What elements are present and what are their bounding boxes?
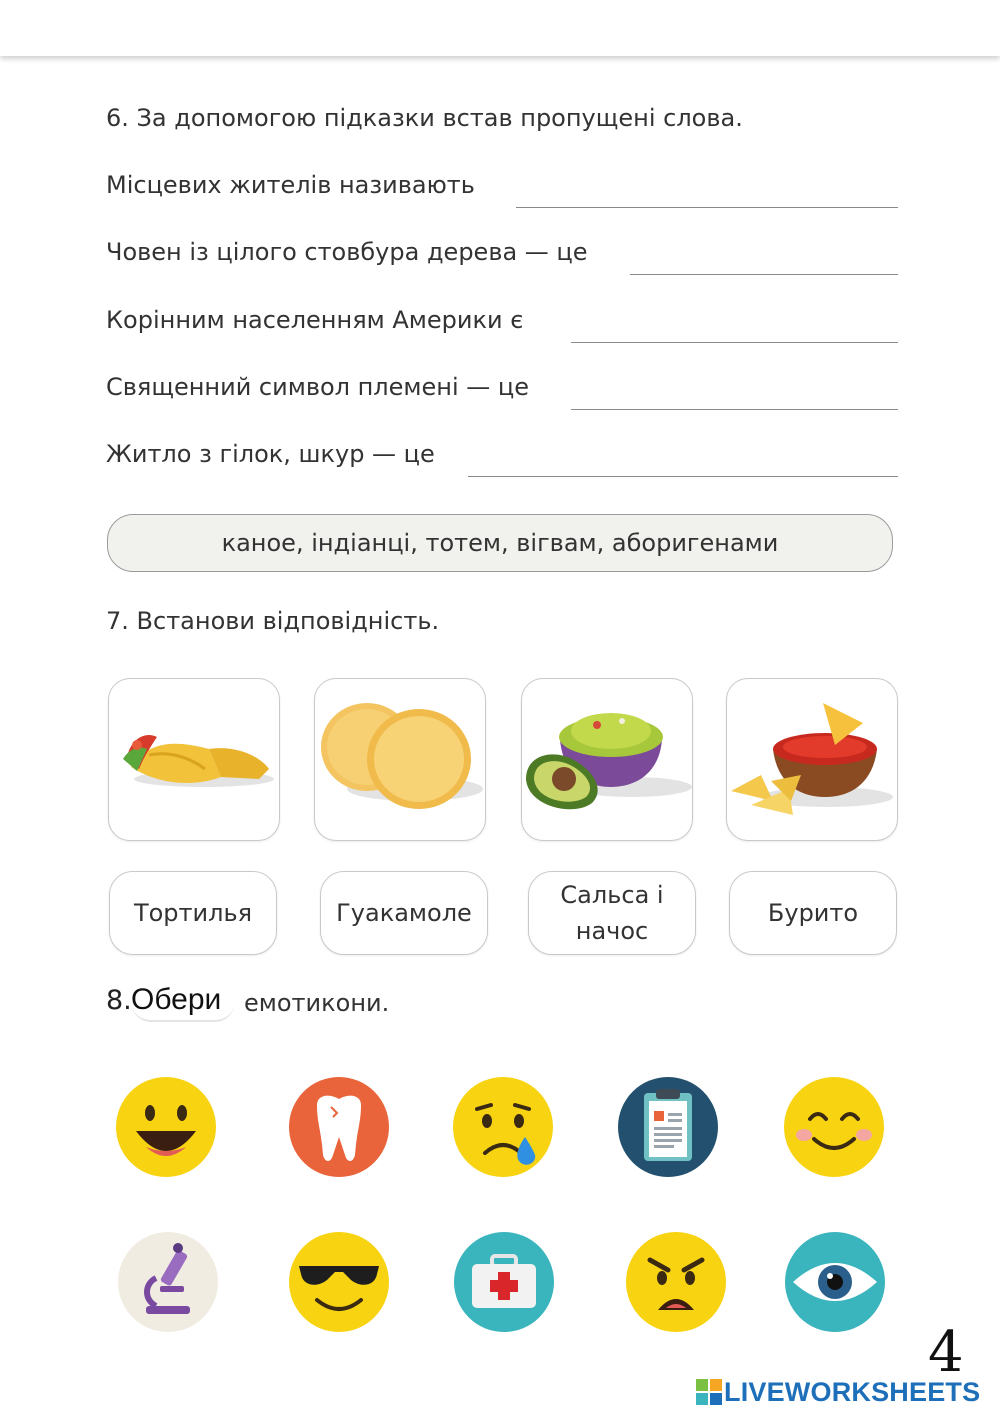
first-aid-kit-icon	[452, 1230, 556, 1334]
top-bar	[0, 0, 1000, 56]
salsa-nachos-image	[727, 679, 898, 841]
fill-label-1: Місцевих жителів називають	[106, 171, 475, 199]
smiling-blush-face-icon	[782, 1075, 886, 1179]
sunglasses-face-emoji[interactable]	[287, 1230, 391, 1334]
clipboard-emoji[interactable]	[616, 1075, 720, 1179]
eye-emoji[interactable]	[783, 1230, 887, 1334]
fill-row-5	[106, 440, 896, 476]
label-card-3[interactable]: Сальса і начос	[528, 871, 696, 955]
task6-title: 6. За допомогою підказки встав пропущені слова.	[106, 104, 743, 132]
laughing-face-emoji[interactable]	[114, 1075, 218, 1179]
eye-icon	[783, 1230, 887, 1334]
sunglasses-face-icon	[287, 1230, 391, 1334]
answer-input-3[interactable]	[571, 306, 898, 343]
brand-name: LIVEWORKSHEETS	[724, 1376, 981, 1407]
smiling-blush-face-emoji[interactable]	[782, 1075, 886, 1179]
fill-label-4: Священний символ племені — це	[106, 373, 529, 401]
angry-face-emoji[interactable]	[624, 1230, 728, 1334]
crying-face-icon	[451, 1075, 555, 1179]
page-number: 4	[928, 1320, 964, 1385]
tooth-emoji[interactable]	[287, 1075, 391, 1179]
angry-face-icon	[624, 1230, 728, 1334]
label-card-2[interactable]: Гуакамоле	[320, 871, 488, 955]
task8-title-rest: емотикони.	[244, 989, 390, 1017]
tortilla-image	[315, 679, 486, 841]
tooth-icon	[287, 1075, 391, 1179]
answer-input-1[interactable]	[516, 171, 898, 208]
task7-title: 7. Встанови відповідність.	[106, 607, 440, 635]
laughing-face-icon	[114, 1075, 218, 1179]
fill-label-3: Корінним населенням Америки є	[106, 306, 524, 334]
answer-input-5[interactable]	[468, 440, 898, 477]
crying-face-emoji[interactable]	[451, 1075, 555, 1179]
microscope-icon	[116, 1230, 220, 1334]
liveworksheets-logo-icon	[696, 1379, 722, 1405]
fill-label-2: Човен із цілого стовбура дерева — це	[106, 238, 588, 266]
choose-input[interactable]	[131, 980, 235, 1022]
hint-box: каное, індіанці, тотем, вігвам, аборигенами	[107, 514, 893, 572]
fill-row-4	[106, 373, 896, 409]
clipboard-icon	[616, 1075, 720, 1179]
fill-row-1	[106, 171, 896, 207]
fill-label-5: Житло з гілок, шкур — це	[106, 440, 435, 468]
answer-input-2[interactable]	[630, 238, 898, 275]
burrito-card[interactable]	[108, 678, 280, 841]
microscope-emoji[interactable]	[116, 1230, 220, 1334]
salsa-nachos-card[interactable]	[726, 678, 898, 841]
burrito-image	[109, 679, 280, 841]
liveworksheets-logo[interactable]	[696, 1376, 980, 1408]
first-aid-kit-emoji[interactable]	[452, 1230, 556, 1334]
fill-row-2	[106, 238, 896, 274]
fill-row-3	[106, 306, 896, 342]
guacamole-image	[522, 679, 693, 841]
task8-number: 8.	[106, 985, 132, 1016]
label-card-4[interactable]: Бурито	[729, 871, 897, 955]
label-card-1[interactable]: Тортилья	[109, 871, 277, 955]
tortilla-card[interactable]	[314, 678, 486, 841]
guacamole-card[interactable]	[521, 678, 693, 841]
answer-input-4[interactable]	[571, 373, 898, 410]
